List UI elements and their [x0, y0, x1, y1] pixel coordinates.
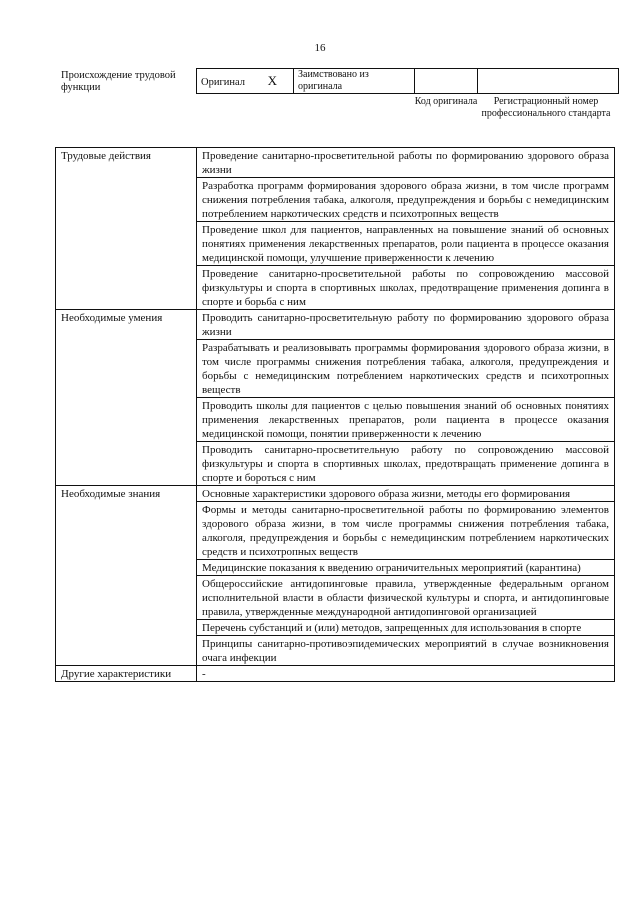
table-row [56, 310, 615, 340]
caption-code: Код оригинала [414, 96, 478, 107]
caption-reg: Регистрационный номер профессионального стандарта [481, 96, 611, 119]
table-row [56, 486, 615, 502]
section-title: Трудовые действия [56, 148, 197, 310]
section-item: Разрабатывать и реализовывать программы формирования здорового образа жизни, в том числе программы снижения потребления табака, алкоголя, предупреждения и борьбы с немедицинским потреблением наркотических средств и психотропных веществ [197, 340, 615, 398]
section-item: - [197, 666, 615, 682]
section-item: Медицинские показания к введению ограничительных мероприятий (карантина) [197, 560, 615, 576]
section-item: Проводить санитарно-просветительную работу по формированию здорового образа жизни [197, 310, 615, 340]
section-title: Необходимые умения [56, 310, 197, 486]
borrowed-cell: Заимствовано из оригинала [294, 69, 415, 94]
origin-table [196, 68, 619, 94]
section-item: Проводить санитарно-просветительную работу по сопровождению массовой физкультуры и спорта в спортивных школах, предотвращать применение допинга в спорте и бороться с ним [197, 442, 615, 486]
original-label: Оригинал [201, 77, 245, 88]
reg-number-cell [478, 69, 619, 94]
section-title: Другие характеристики [56, 666, 197, 682]
page-number: 16 [314, 42, 326, 54]
section-item: Проведение школ для пациентов, направленных на повышение знаний об основных понятиях применения лекарственных препаратов, роли пациента в процессе оказания медицинской помощи, улучшение приверженности к лечению [197, 222, 615, 266]
section-item: Проведение санитарно-просветительной работы по сопровождению массовой физкультуры и спорта в спортивных школах, предотвращение применения допинга в спорте и борьба с ним [197, 266, 615, 310]
section-item: Перечень субстанций и (или) методов, запрещенных для использования в спорте [197, 620, 615, 636]
table-row [56, 666, 615, 682]
section-item: Основные характеристики здорового образа жизни, методы его формирования [197, 486, 615, 502]
section-item: Проведение санитарно-просветительной работы по формированию здорового образа жизни [197, 148, 615, 178]
section-title: Необходимые знания [56, 486, 197, 666]
origin-label: Происхождение трудовой функции [61, 70, 176, 93]
section-item: Разработка программ формирования здорового образа жизни, в том числе программ снижения потребления табака, алкоголя, предупреждения и борьбы с немедицинским потреблением наркотических средств и психотропных веществ [197, 178, 615, 222]
section-item: Общероссийские антидопинговые правила, утвержденные федеральным органом исполнительной власти в области физической культуры и спорта, и антидопинговые правила, утвержденные международной антидопинговой организацией [197, 576, 615, 620]
section-item: Проводить школы для пациентов с целью повышения знаний об основных понятиях применения лекарственных препаратов, роли пациента в процессе оказания медицинской помощи, понятии приверженности к лечению [197, 398, 615, 442]
original-cell [197, 69, 294, 94]
section-item: Формы и методы санитарно-просветительной работы по формированию элементов здорового образа жизни, в том числе программы снижения потребления табака, алкоголя, предупреждения и борьбы с немедицинским потреблением наркотических средств и психотропных веществ [197, 502, 615, 560]
labor-function-table [55, 147, 615, 682]
table-row [56, 148, 615, 178]
original-mark: X [267, 73, 278, 88]
code-original-cell [415, 69, 478, 94]
section-item: Принципы санитарно-противоэпидемических мероприятий в случае возникновения очага инфекции [197, 636, 615, 666]
